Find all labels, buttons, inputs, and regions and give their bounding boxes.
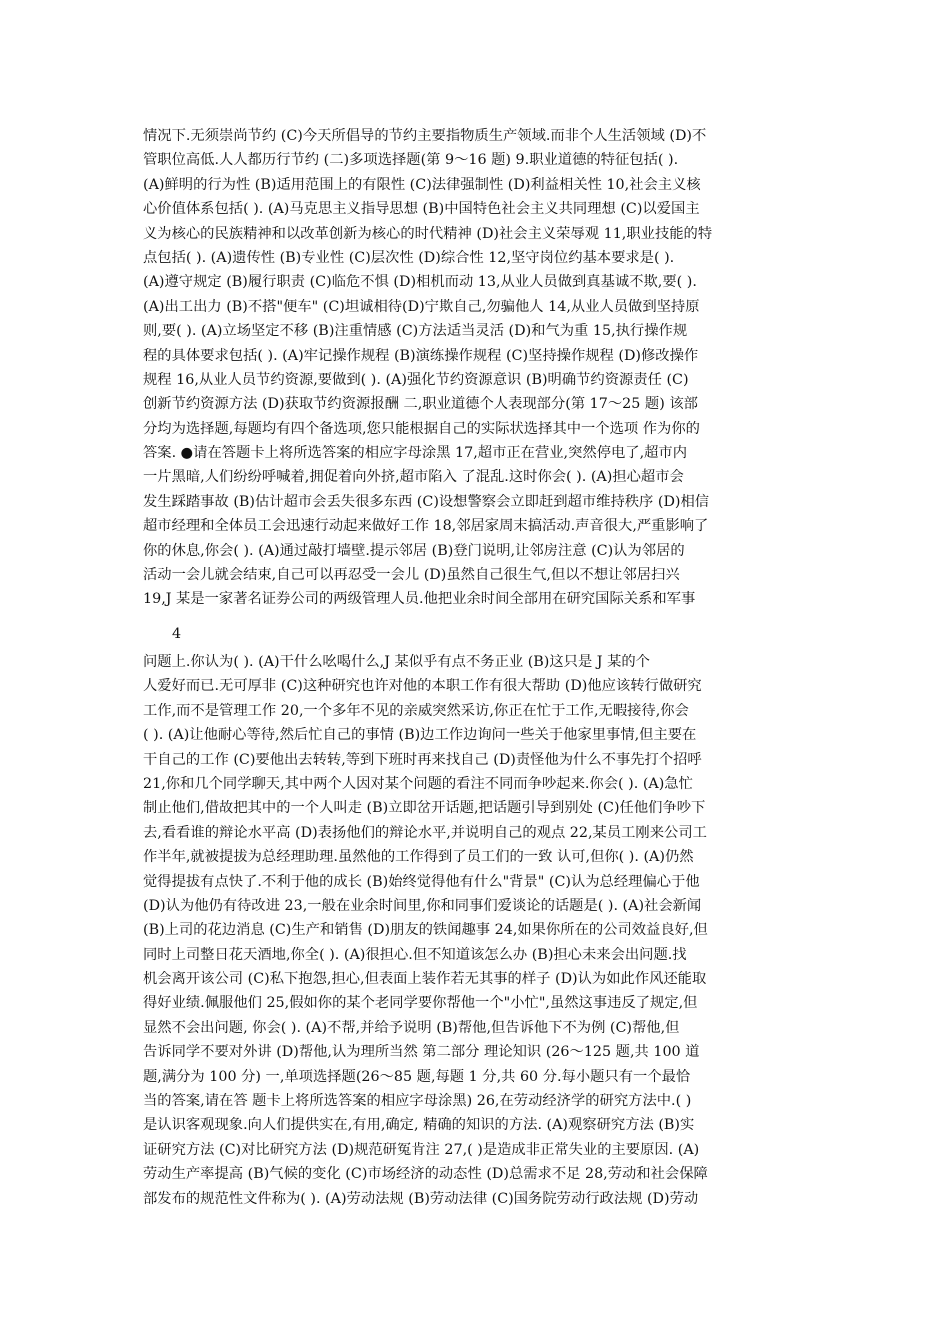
text-line: 部发布的规范性文件称为( ). (A)劳动法规 (B)劳动法律 (C)国务院劳动行政法规 (D)劳动 (143, 1190, 699, 1207)
text-line: 点包括( ). (A)遗传性 (B)专业性 (C)层次性 (D)综合性 12,坚守岗位约基本要求是( ). (143, 249, 675, 266)
text-line: 管职位高低.人人都历行节约 (二)多项选择题(第 9～16 题) 9.职业道德的特征包括( ). (143, 152, 679, 169)
text-line: 同时上司整日花天酒地,你全( ). (A)很担心.但不知道该怎么办 (B)担心未来会出问题.找 (143, 946, 687, 963)
text-line: 劳动生产率提高 (B)气候的变化 (C)市场经济的动态性 (D)总需求不足 28,劳动和社会保障 (143, 1166, 708, 1183)
text-line: 证研究方法 (C)对比研究方法 (D)规范研冤肯注 27,( )是造成非正常失业的主要原因. (A) (143, 1141, 700, 1158)
text-line: 情况下.无须崇尚节约 (C)今天所倡导的节约主要指物质生产领域.而非个人生活领域 (D)不 (143, 128, 707, 144)
text-line: 人爱好而已.无可厚非 (C)这种研究也许对他的本职工作有很大帮助 (D)他应该转行做研究 (143, 678, 702, 695)
text-line: 题,满分为 100 分) 一,单项选择题(26～85 题,每题 1 分,共 60 分.每小题只有一个最恰 (143, 1068, 691, 1085)
text-line: 得好业绩.佩服他们 25,假如你的某个老同学要你帮他一个"小忙",虽然这事违反了规定,但 (143, 995, 698, 1012)
text-line: 机会离开该公司 (C)私下抱怨,担心,但表面上装作若无其事的样子 (D)认为如此作风还能取 (143, 971, 707, 988)
text-line: 创新节约资源方法 (D)获取节约资源报酬 二,职业道德个人表现部分(第 17～25 题) 该部 (143, 396, 698, 413)
text-line: 干自己的工作 (C)要他出去转转,等到下班时再来找自己 (D)责怪他为什么不事先打个招呼 (143, 751, 702, 768)
text-line: (B)上司的花边消息 (C)生产和销售 (D)朋友的铁闻趣事 24,如果你所在的公司效益良好,但 (143, 922, 708, 939)
text-line: 分均为选择题,每题均有四个备选项,您只能根据自己的实际状选择其中一个选项 作为你的 (143, 420, 700, 437)
text-line: 心价值体系包括( ). (A)马克思主义指导思想 (B)中国特色社会主义共同理想 (C)以爱国主 (143, 201, 700, 218)
text-line: 一片黑暗,人们纷纷呼喊着,拥促着向外挤,超市陷入 了混乱.这时你会( ). (A)担心超市会 (143, 469, 684, 486)
text-line: (A)遵守规定 (B)履行职责 (C)临危不惧 (D)相机而动 13,从业人员做到真基诚不欺,要( ). (143, 274, 697, 291)
text-line: 19,J 某是一家著名证券公司的两级管理人员.他把业余时间全部用在研究国际关系和军事 (143, 591, 696, 608)
text-line: 21,你和几个同学聊天,其中两个人因对某个问题的看注不同而争吵起来.你会( ). (A)急忙 (143, 775, 693, 792)
text-line: (D)认为他仍有待改进 23,一般在业余时间里,你和同事们爱谈论的话题是( ). (A)社会新闻 (143, 897, 702, 914)
text-line: 活动一会儿就会结束,自己可以再忍受一会儿 (D)虽然自己很生气,但以不想让邻居扫兴 (143, 567, 680, 584)
text-line: 问题上.你认为( ). (A)干什么吆喝什么,J 某似乎有点不务正业 (B)这只是 J 某的个 (143, 654, 650, 670)
text-line: 发生踩踏事故 (B)估计超市会丢失很多东西 (C)设想警察会立即赶到超市维持秩序 (D)相信 (143, 493, 710, 510)
text-line: 答案. ●请在答题卡上将所选答案的相应字母涂黑 17,超市正在营业,突然停电了,超市内 (143, 445, 688, 462)
text-line: (A)出工出力 (B)不搭"便车" (C)坦诚相待(D)宁欺自己,勿骗他人 14,从业人员做到坚持原 (143, 298, 700, 315)
text-block-top (143, 124, 815, 612)
text-line: 你的休息,你会( ). (A)通过敲打墙壁.提示邻居 (B)登门说明,让邻房注意 (C)认为邻居的 (143, 542, 685, 559)
text-line: 义为核心的民族精神和以改革创新为核心的时代精神 (D)社会主义荣辱观 11,职业技能的特 (143, 225, 713, 242)
text-line: 制止他们,借故把其中的一个人叫走 (B)立即岔开话题,把话题引导到别处 (C)任他们争吵下 (143, 800, 706, 817)
text-line: 程的具体要求包括( ). (A)牢记操作规程 (B)演练操作规程 (C)坚持操作规程 (D)修改操作 (143, 347, 699, 364)
text-line: 告诉同学不要对外讲 (D)帮他,认为理所当然 第二部分 理论知识 (26～125 题,共 100 道 (143, 1044, 700, 1061)
text-line: 当的答案,请在答 题卡上将所选答案的相应字母涂黑) 26,在劳动经济学的研究方法中.( ) (143, 1093, 692, 1110)
text-line: 觉得提拔有点快了.不利于他的成长 (B)始终觉得他有什么"背景" (C)认为总经理偏心于他 (143, 873, 700, 890)
text-line: 则,要( ). (A)立场坚定不移 (B)注重情感 (C)方法适当灵活 (D)和气为重 15,执行操作规 (143, 323, 688, 340)
text-line: ( ). (A)让他耐心等待,然后忙自己的事情 (B)边工作边询问一些关于他家里事情,但主要在 (143, 727, 697, 744)
text-line: 显然不会出问题, 你会( ). (A)不帮,并给予说明 (B)帮他,但告诉他下不为例 (C)帮他,但 (143, 1019, 680, 1036)
text-line: 是认识客观现象.向人们提供实在,有用,确定, 精确的知识的方法. (A)观察研究方法 (B)实 (143, 1117, 695, 1134)
text-line: (A)鲜明的行为性 (B)适用范围上的有限性 (C)法律强制性 (D)利益相关性 10,社会主义核 (143, 176, 701, 193)
text-line: 作半年,就被提拔为总经理助理.虽然他的工作得到了员工们的一致 认可,但你( ). (A)仍然 (143, 849, 694, 866)
text-line: 规程 16,从业人员节约资源,要做到( ). (A)强化节约资源意识 (B)明确节约资源责任 (C) (143, 371, 689, 388)
text-block-bottom (143, 650, 815, 1211)
text-line: 超市经理和全体员工会迅速行动起来做好工作 18,邻居家周末搞活动.声音很大,严重影响了 (143, 518, 709, 535)
text-line: 工作,而不是管理工作 20,一个多年不见的亲威突然采访,你正在忙于工作,无暇接待,你会 (143, 702, 689, 719)
page-number: 4 (172, 626, 182, 642)
text-line: 去,看看谁的辩论水平高 (D)表扬他们的辩论水平,并说明自己的观点 22,某员工刚来公司工 (143, 824, 707, 841)
